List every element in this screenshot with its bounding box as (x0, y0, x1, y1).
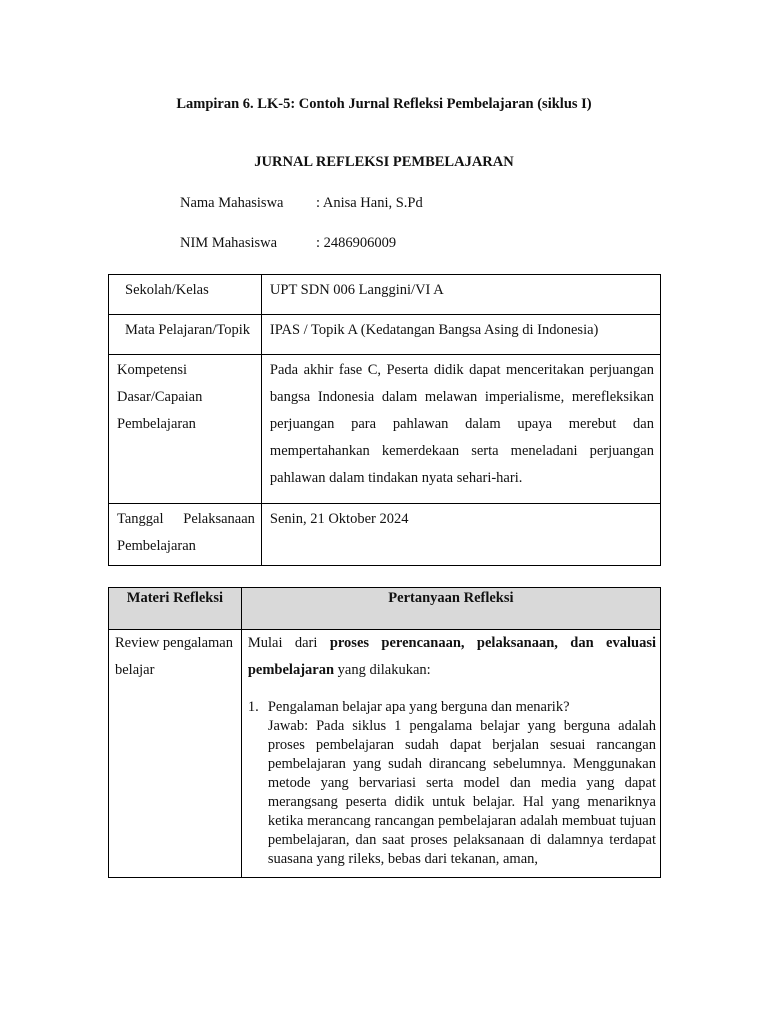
subject-value: IPAS / Topik A (Kedatangan Bangsa Asing di Indonesia) (269, 322, 599, 338)
table-row (109, 630, 661, 878)
table-cell (261, 355, 660, 504)
table-cell (261, 504, 660, 566)
student-name-value: : Anisa Hani, S.Pd (316, 195, 423, 211)
table-cell (109, 315, 262, 355)
page-title: JURNAL REFLEKSI PEMBELAJARAN (254, 154, 514, 170)
competency-label (109, 355, 261, 438)
student-nim-value: : 2486906009 (316, 235, 397, 251)
date-label-word: Pelaksanaan (183, 511, 255, 527)
table-header-row (109, 588, 661, 630)
date-label (109, 504, 261, 560)
reflection-intro (242, 630, 660, 684)
subject-label: Mata Pelajaran/Topik (125, 322, 251, 338)
date-label-word: Tanggal (117, 511, 164, 527)
competency-label-line: Dasar/Capaian (117, 389, 203, 405)
competency-label-line: Kompetensi (117, 362, 188, 378)
question-text: Pengalaman belajar apa yang berguna dan menarik? (267, 699, 570, 715)
info-table (108, 274, 661, 566)
table-row (109, 504, 661, 566)
date-value: Senin, 21 Oktober 2024 (269, 511, 409, 527)
column-header-material: Materi Refleksi (109, 588, 242, 630)
intro-suffix: yang dilakukan: (334, 662, 431, 678)
table-cell (109, 275, 262, 315)
intro-bold: proses perencanaan, pelaksanaan, dan evaluasi pembelajaran (247, 635, 657, 678)
student-name-label: Nama Mahasiswa (180, 195, 284, 211)
school-value: UPT SDN 006 Langgini/VI A (269, 282, 444, 298)
table-row (109, 275, 661, 315)
table-cell (241, 630, 660, 878)
review-label: Review pengalaman belajar (115, 635, 233, 678)
question-number: 1. (247, 699, 259, 715)
column-header-question: Pertanyaan Refleksi (241, 588, 660, 630)
table-row (109, 315, 661, 355)
competency-value: Pada akhir fase C, Peserta didik dapat menceritakan perjuangan bangsa Indonesia dalam melawan imperialisme, merefleksikan perjuangan para pahlawan dalam upaya merebut dan mempertahankan kemerdekaan serta meneladani perjuangan pahlawan dalam tindakan nyata sehari-hari. (269, 362, 654, 486)
school-label: Sekolah/Kelas (125, 282, 209, 298)
table-cell (109, 355, 262, 504)
table-cell (109, 504, 262, 566)
table-cell (109, 630, 242, 878)
question-body (268, 698, 656, 869)
intro-prefix: Mulai dari (247, 635, 330, 651)
list-item (248, 698, 656, 869)
date-label-line: Pembelajaran (117, 538, 196, 554)
table-row (109, 355, 661, 504)
question-answer: Jawab: Pada siklus 1 pengalama belajar yang berguna adalah proses pembelajaran sudah dapat berjalan sesuai rancangan pembelajaran yang sudah dirancang sebelumnya. Menggunakan metode yang bervariasi serta model dan media yang dapat merangsang peserta didik untuk belajar. Hal yang menariknya ketika merancang rancangan pembelajaran adalah membuat tujuan pembelajaran, dan saat proses pelaksanaan di dalamnya terdapat suasana yang rileks, bebas dari tekanan, aman, (267, 718, 656, 867)
table-cell (261, 275, 660, 315)
date-label-line (117, 506, 255, 533)
attachment-heading: Lampiran 6. LK-5: Contoh Jurnal Refleksi Pembelajaran (siklus I) (176, 96, 592, 112)
student-nim-label: NIM Mahasiswa (180, 235, 278, 251)
question-list (242, 698, 660, 869)
table-cell (261, 315, 660, 355)
reflection-table (108, 587, 661, 878)
competency-label-line: Pembelajaran (117, 416, 196, 432)
